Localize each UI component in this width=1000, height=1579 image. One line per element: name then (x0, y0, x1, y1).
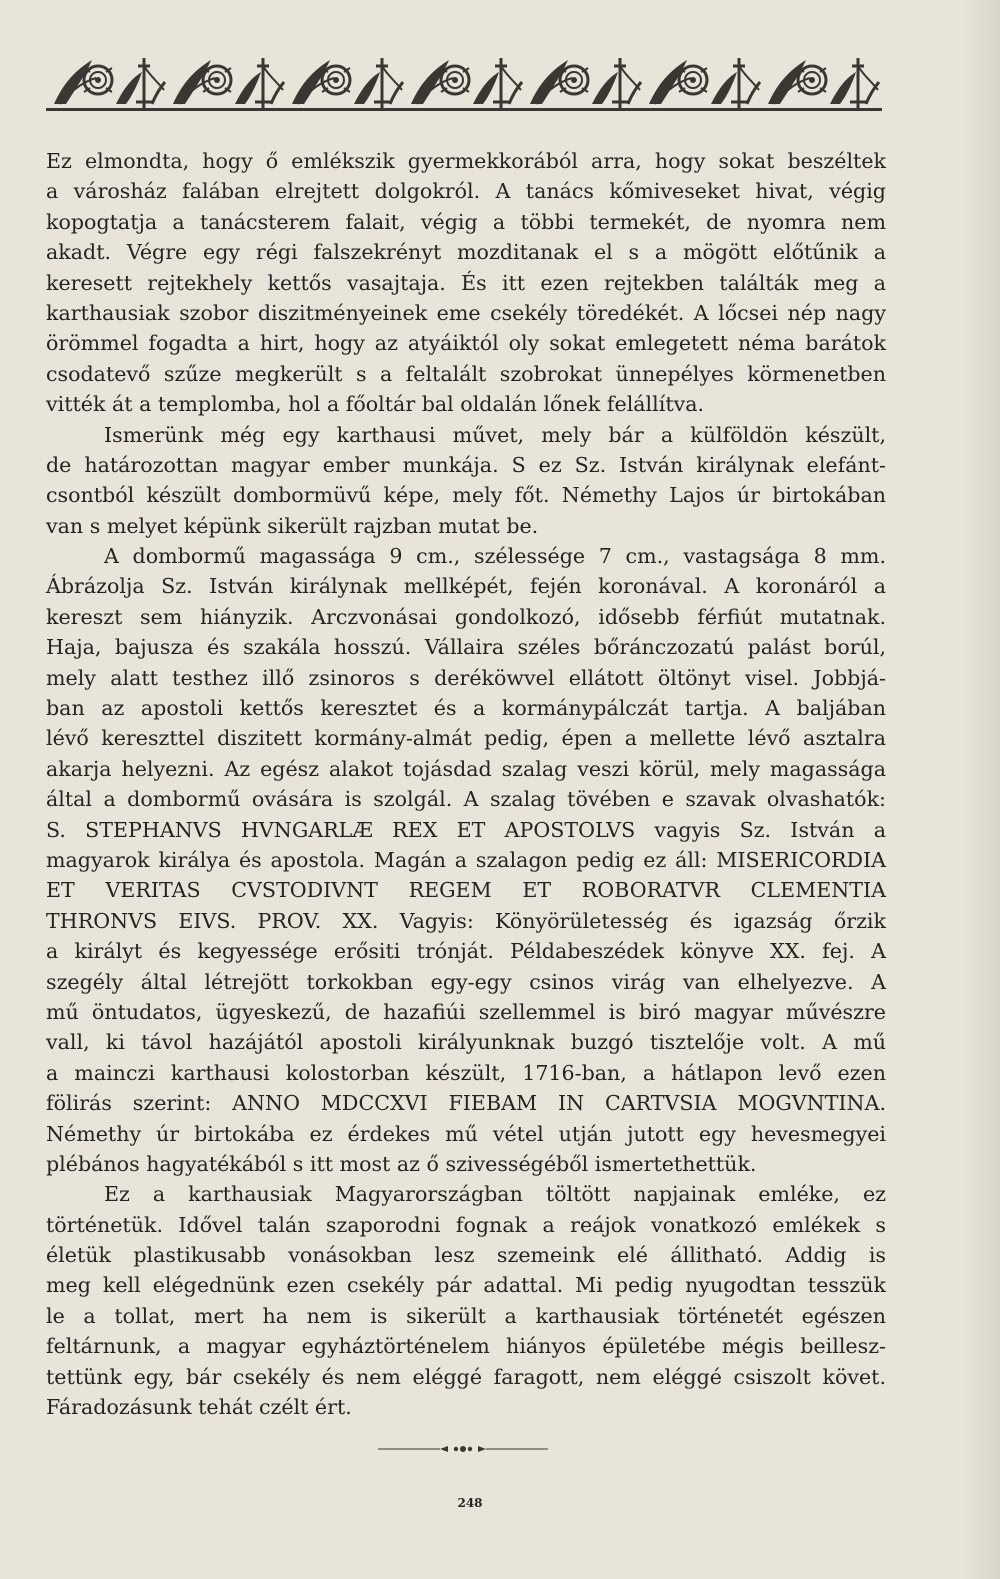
text-line: Ábrázolja Sz. István királynak mellképét, fején koronával. A koronáról a (46, 574, 886, 599)
text-line: Fáradozásunk tehát czélt ért. (46, 1395, 352, 1420)
text-line: a városház falában elrejtett dolgokról. A tanács kőmiveseket hivat, végig (46, 179, 886, 204)
end-ornament-divider (378, 1443, 548, 1455)
text-line: mely alatt testhez illő zsinoros s deréköwvel ellátott öltönyt visel. Jobbjá- (46, 665, 886, 690)
floral-header-ornament-icon (46, 52, 882, 116)
text-line: a királyt és kegyessége erősiti trónját. Példabeszédek könyve XX. fej. A (46, 939, 886, 964)
text-line: THRONVS EIVS. PROV. XX. Vagyis: Könyörületesség és igazság őrzik (46, 908, 886, 933)
article-body-text (46, 146, 886, 1422)
text-line: de határozottan magyar ember munkája. S ez Sz. István királynak elefánt- (46, 452, 886, 477)
text-line: csontból készült dombormüvű képe, mely főt. Némethy Lajos úr birtokában (46, 483, 886, 508)
text-line: kereszt sem hiányzik. Arczvonásai gondolkozó, idősebb férfiút mutatnak. (46, 604, 886, 629)
text-line: akarja helyezni. Az egész alakot tojásdad szalag veszi körül, mely magassága (46, 756, 886, 781)
text-line: feltárnunk, a magyar egyháztörténelem hiányos épületébe mégis beillesz- (46, 1334, 886, 1359)
text-line: van s melyet képünk sikerült rajzban mutat be. (46, 513, 539, 538)
text-line: történetük. Idővel talán szaporodni fognak a reájok vonatkozó emlékek s (46, 1212, 886, 1237)
text-line: örömmel fogadta a hirt, hogy az atyáiktól oly sokat emlegetett néma barátok (46, 331, 886, 356)
text-line: Ez elmondta, hogy ő emlékszik gyermekkorából arra, hogy sokat beszéltek (46, 149, 886, 173)
text-line: akadt. Végre egy régi falszekrényt mozditanak el s a mögött előtűnik a (46, 240, 886, 265)
text-line: által a dombormű ovására is szolgál. A szalag tövében e szavak olvashatók: (46, 787, 886, 812)
text-line: ET VERITAS CVSTODIVNT REGEM ET ROBORATVR CLEMENTIA (46, 878, 886, 903)
text-line: kopogtatja a tanácsterem falait, végig a többi termekét, de nyomra nem (46, 209, 886, 234)
text-line: lévő kereszttel diszitett kormány-almát pedig, épen a mellette lévő asztalra (46, 726, 886, 751)
text-line: Némethy úr birtokába ez érdekes mű vétel utján jutott egy hevesmegyei (46, 1121, 886, 1146)
text-line: meg kell elégednünk ezen csekély pár adattal. Mi pedig nyugodtan tesszük (46, 1273, 886, 1298)
text-line: vall, ki távol hazájától apostoli királyunknak buzgó tisztelője volt. A mű (46, 1030, 886, 1055)
text-line: le a tollat, mert ha nem is sikerült a karthausiak történetét egészen (46, 1303, 886, 1328)
text-line: plébános hagyatékából s itt most az ő szivességéből ismertethettük. (46, 1151, 757, 1176)
text-line: karthausiak szobor diszitményeinek eme csekély töredékét. A lőcsei nép nagy (46, 300, 886, 325)
text-line: keresett rejtekhely kettős vasajtaja. És itt ezen rejtekben találták meg a (46, 270, 886, 295)
text-line: fölirás szerint: ANNO MDCCXVI FIEBAM IN CARTVSIA MOGVNTINA. (46, 1091, 886, 1116)
text-line: szegély által létrejött torkokban egy-egy csinos virág van elhelyezve. A (46, 969, 886, 994)
page-edge-shadow (962, 0, 1000, 1579)
text-line: A dombormű magassága 9 cm., szélessége 7 cm., vastagsága 8 mm. (104, 544, 886, 569)
page-number: 248 (457, 1496, 483, 1510)
text-line: ban az apostoli kettős keresztet és a kormánypálczát tartja. A baljában (46, 696, 886, 721)
text-line: a mainczi karthausi kolostorban készült, 1716-ban, a hátlapon levő ezen (46, 1060, 886, 1085)
text-line: Ez a karthausiak Magyarországban töltött napjainak emléke, ez (104, 1182, 886, 1207)
text-line: Ismerünk még egy karthausi művet, mely bár a külföldön készült, (104, 422, 886, 447)
text-line: S. STEPHANVS HVNGARLÆ REX ET APOSTOLVS vagyis Sz. István a (46, 817, 886, 842)
text-line: magyarok királya és apostola. Magán a szalagon pedig ez áll: MISERICORDIA (46, 847, 886, 872)
text-line: tettünk egy, bár csekély és nem eléggé faragott, nem eléggé csiszolt követ. (46, 1364, 886, 1389)
text-line: vitték át a templomba, hol a főoltár bal oldalán lőnek felállítva. (46, 392, 705, 417)
text-line: mű öntudatos, ügyeskezű, de hazafiúi szellemmel is biró magyar művészre (46, 999, 886, 1024)
text-line: életük plastikusabb vonásokban lesz szemeink elé állitható. Addig is (46, 1243, 886, 1268)
text-line: Haja, bajusza és szakála hosszú. Vállaira széles bőránczozatú palást borúl, (46, 635, 886, 660)
text-line: csodatevő szűze megkerült s a feltalált szobrokat ünnepélyes körmenetben (46, 361, 886, 386)
